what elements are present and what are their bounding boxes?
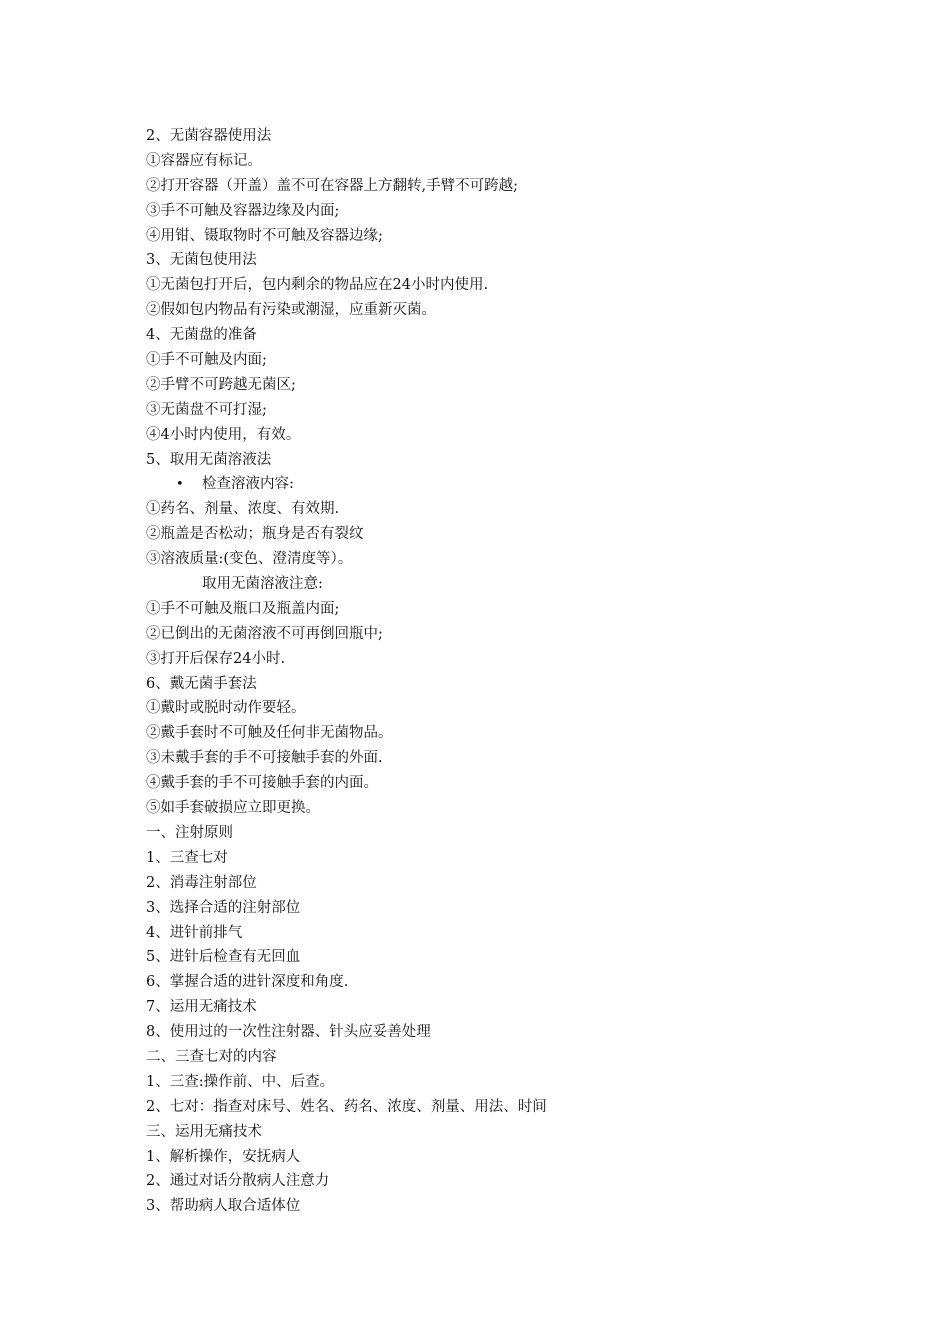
text-line: 1、解析操作，安抚病人 <box>146 1148 301 1165</box>
text-line: 取用无菌溶液注意: <box>202 576 323 593</box>
text-line: ②手臂不可跨越无菌区; <box>146 376 296 393</box>
text-line: ①手不可触及瓶口及瓶盖内面; <box>146 600 340 617</box>
text-line: ①容器应有标记。 <box>146 152 262 169</box>
text-line: ②已倒出的无菌溶液不可再倒回瓶中; <box>146 625 383 642</box>
text-line: 二、三查七对的内容 <box>146 1048 277 1065</box>
bullet-text: 检查溶液内容: <box>202 476 294 493</box>
document-body <box>146 124 866 1219</box>
text-line: ②戴手套时不可触及任何非无菌物品。 <box>146 725 393 742</box>
text-line: 8、使用过的一次性注射器、针头应妥善处理 <box>146 1024 431 1041</box>
text-line: 2、消毒注射部位 <box>146 874 257 891</box>
text-line: ②假如包内物品有污染或潮湿，应重新灭菌。 <box>146 302 436 319</box>
text-line: 7、运用无痛技术 <box>146 999 257 1016</box>
text-line: 6、掌握合适的进针深度和角度. <box>146 974 349 991</box>
text-line: 2、无菌容器使用法 <box>146 128 272 144</box>
text-line: 6、戴无菌手套法 <box>146 675 257 692</box>
text-line: 4、进针前排气 <box>146 924 243 941</box>
text-line: 5、取用无菌溶液法 <box>146 451 272 468</box>
text-line: ④用钳、镊取物时不可触及容器边缘; <box>146 227 383 244</box>
text-line: ③手不可触及容器边缘及内面; <box>146 202 340 219</box>
text-line: ③溶液质量:(变色、澄清度等）。 <box>146 551 353 568</box>
text-line: 4、无菌盘的准备 <box>146 327 257 344</box>
text-line: 三、运用无痛技术 <box>146 1123 262 1140</box>
text-line: 2、通过对话分散病人注意力 <box>146 1173 330 1190</box>
bullet-icon: • <box>176 477 184 493</box>
text-line: 2、七对：指查对床号、姓名、药名、浓度、剂量、用法、时间 <box>146 1098 547 1115</box>
text-line: 3、选择合适的注射部位 <box>146 899 301 916</box>
text-line: ①手不可触及内面; <box>146 352 267 369</box>
text-line: ④4小时内使用，有效。 <box>146 426 301 443</box>
text-line: ⑤如手套破损应立即更换。 <box>146 800 320 817</box>
text-line: 3、无菌包使用法 <box>146 252 257 269</box>
text-line: ①戴时或脱时动作要轻。 <box>146 700 306 717</box>
text-line: 1、三查:操作前、中、后查。 <box>146 1073 335 1090</box>
text-line: 一、注射原则 <box>146 824 233 841</box>
text-line: ③打开后保存24小时. <box>146 650 286 667</box>
text-line: ③无菌盘不可打湿; <box>146 401 267 418</box>
text-line: ①药名、剂量、浓度、有效期. <box>146 501 340 518</box>
text-line: ③未戴手套的手不可接触手套的外面. <box>146 750 383 767</box>
text-line: ④戴手套的手不可接触手套的内面。 <box>146 775 378 792</box>
text-line: ②瓶盖是否松动；瓶身是否有裂纹 <box>146 526 364 543</box>
text-line: ②打开容器（开盖）盖不可在容器上方翻转,手臂不可跨越; <box>146 177 518 194</box>
text-line <box>146 472 866 497</box>
text-line: ①无菌包打开后，包内剩余的物品应在24小时内使用. <box>146 277 489 294</box>
text-line: 1、三查七对 <box>146 849 228 866</box>
text-line: 3、帮助病人取合适体位 <box>146 1198 301 1215</box>
text-line: 5、进针后检查有无回血 <box>146 949 301 966</box>
